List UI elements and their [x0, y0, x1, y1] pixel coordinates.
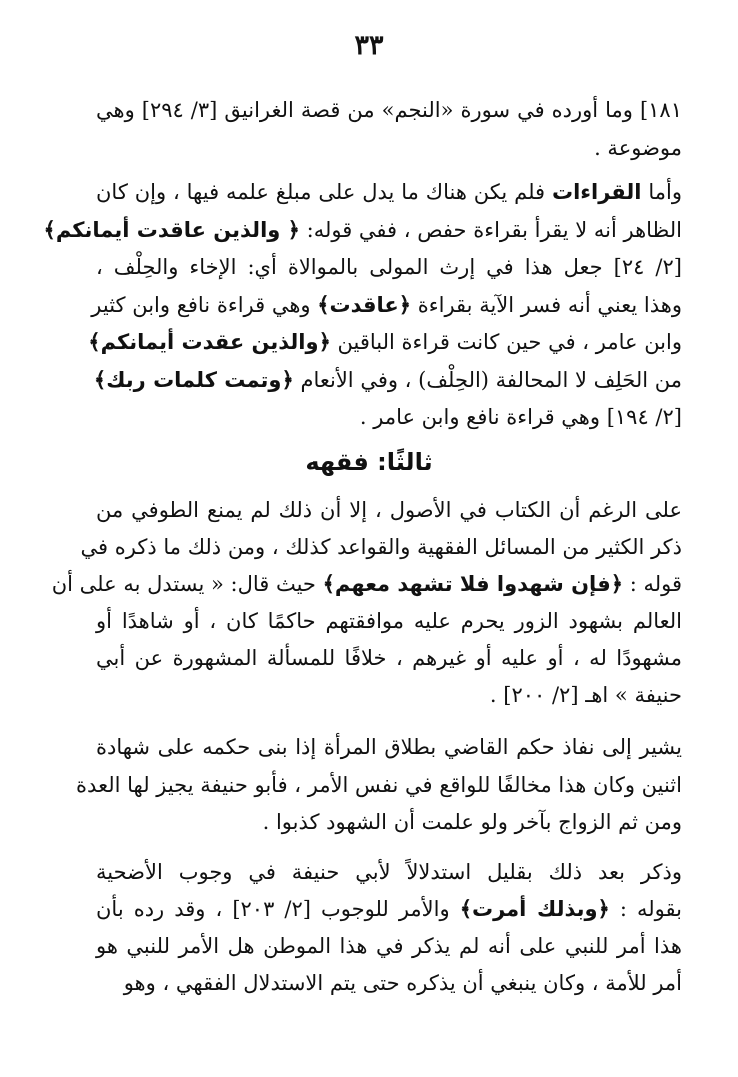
emphasis-text: ﴿وتمت كلمات ربك﴾	[93, 367, 294, 392]
text-line	[96, 399, 682, 437]
line-text: العالم بشهود الزور يحرم عليه موافقتهم حاكمًا كان ، أو شاهدًا أو	[96, 609, 682, 633]
line-text: هذا أمر للنبي على أنه لم يذكر في هذا الموطن هل الأمر للنبي هو	[96, 934, 682, 958]
line-text: وهي قراءة نافع وابن كثير	[91, 292, 318, 317]
line-text: حيث قال: « يستدل به على أن	[51, 572, 323, 596]
line-text: مشهودًا له ، أو عليه أو غيرهم ، خلافًا للمسألة المشهورة عن أبي	[96, 646, 682, 670]
line-text: [٢/ ٢٤] جعل هذا في إرث المولى بالموالاة أي: الإخاء والحِلْف ،	[96, 255, 682, 279]
line-text: والأمر للوجوب [٢/ ٢٠٣] ، وقد رده بأن	[96, 897, 460, 921]
line-text: أمر للأمة ، وكان ينبغي أن يذكره حتى يتم الاستدلال الفقهي ، وهو	[123, 971, 682, 995]
text-line	[96, 492, 682, 529]
line-text: وهذا يعني أنه فسر الآية بقراءة	[411, 292, 682, 317]
line-text: موضوعة .	[594, 135, 682, 160]
text-line	[93, 362, 682, 400]
line-text: قوله :	[623, 572, 682, 596]
line-text: وابن عامر ، في حين كانت قراءة الباقين	[330, 330, 682, 354]
emphasis-text: ﴿ والذين عاقدت أيمانكم﴾	[43, 217, 300, 242]
text-line	[96, 804, 682, 842]
paragraph-talaq	[76, 729, 682, 842]
text-line	[88, 324, 682, 362]
emphasis-text: القراءات	[551, 180, 642, 204]
text-line	[76, 767, 682, 805]
text-line	[80, 529, 682, 566]
line-text: ذكر الكثير من المسائل الفقهية والقواعد كذلك ، ومن ذلك ما ذكره في	[80, 535, 682, 559]
line-text: يشير إلى نفاذ حكم القاضي بطلاق المرأة إذا بنى حكمه على شهادة	[96, 735, 682, 759]
text-line	[96, 965, 682, 1002]
text-line	[96, 249, 682, 287]
text-line	[96, 928, 682, 965]
text-line	[96, 640, 682, 677]
line-text: الظاهر أنه لا يقرأ بقراءة حفص ، ففي قوله:	[299, 217, 682, 242]
line-text: فلم يكن هناك ما يدل على مبلغ علمه فيها ، وإن كان	[96, 180, 552, 204]
line-text: ١٨١] وما أورده في سورة «النجم» من قصة الغرانيق [٣/ ٢٩٤] وهي	[96, 98, 682, 122]
text-line	[51, 566, 682, 603]
text-line	[96, 729, 682, 767]
paragraph-qiraat	[43, 174, 682, 437]
paragraph-fiqh	[51, 492, 682, 714]
paragraph-udhiya	[96, 854, 682, 1002]
line-text: على الرغم أن الكتاب في الأصول ، إلا أن ذلك لم يمنع الطوفي من	[96, 498, 682, 522]
text-line	[96, 130, 682, 168]
paragraph-intro	[96, 92, 682, 167]
text-line	[91, 287, 682, 325]
text-line	[96, 603, 682, 640]
line-text: من الحَلِف لا المحالفة (الحِلْف) ، وفي الأنعام	[293, 367, 682, 392]
text-line	[96, 174, 682, 212]
emphasis-text: ﴿فإن شهدوا فلا تشهد معهم﴾	[322, 572, 624, 596]
line-text: وأما	[641, 180, 682, 204]
page-number: ٣٣	[354, 30, 384, 61]
line-text: وذكر بعد ذلك بقليل استدلالاً لأبي حنيفة في وجوب الأضحية	[96, 860, 682, 884]
emphasis-text: ﴿والذين عقدت أيمانكم﴾	[88, 330, 331, 354]
text-line	[96, 891, 682, 928]
text-line	[43, 212, 682, 250]
line-text: [٢/ ١٩٤] وهي قراءة نافع وابن عامر .	[359, 405, 682, 429]
line-text: اثنين وكان هذا مخالفًا للواقع في نفس الأمر ، فأبو حنيفة يجيز لها العدة	[76, 772, 682, 797]
text-line	[96, 854, 682, 891]
line-text: حنيفة » اهـ [٢/ ٢٠٠] .	[489, 683, 682, 707]
text-line	[96, 677, 682, 714]
emphasis-text: ﴿وبذلك أمرت﴾	[459, 897, 610, 921]
line-text: ومن ثم الزواج بآخر ولو علمت أن الشهود كذبوا .	[262, 810, 682, 834]
text-line	[96, 92, 682, 130]
line-text: بقوله :	[609, 897, 682, 921]
emphasis-text: ﴿عاقدت﴾	[317, 292, 412, 317]
section-heading: ثالثًا: فقهه	[305, 448, 433, 476]
